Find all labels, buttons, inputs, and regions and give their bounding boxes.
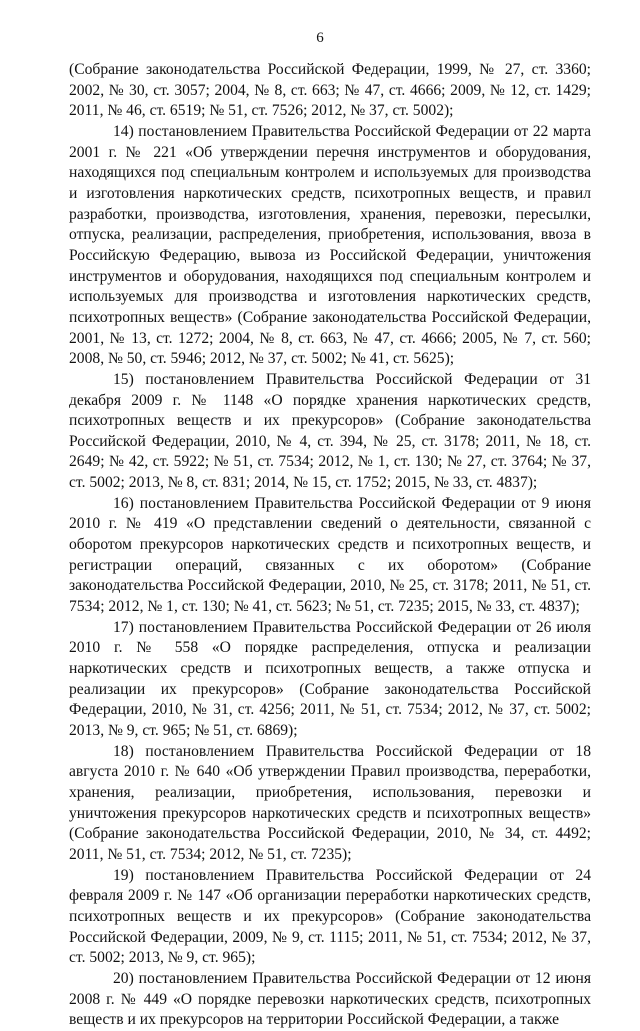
paragraph-continuation: (Собрание законодательства Российской Федерации, 1999, № 27, ст. 3360; 2002, № 30, ст. 3057; 2004, № 8, ст. 663; № 47, ст. 4666; 2009, № 12, ст. 1429; 2011, № 46, ст. 6519; № 51, ст. 7526; 2012, № 37, ст. 5002); bbox=[69, 61, 591, 120]
paragraph-item-19: 19) постановлением Правительства Российской Федерации от 24 февраля 2009 г. № 147 «Об организации переработки наркотических средств, психотропных веществ и их прекурсоров» (Собрание законодательства Российской Федерации, 2009, № 9, ст. 1115; 2011, № 51, ст. 7534; 2012, № 37, ст. 5002; 2013, № 9, ст. 965); bbox=[69, 866, 591, 967]
paragraph-item-15: 15) постановлением Правительства Российской Федерации от 31 декабря 2009 г. № 1148 «О порядке хранения наркотических средств, психотропных веществ и их прекурсоров» (Собрание законодательства Российской Федерации, 2010, № 4, ст. 394, № 25, ст. 3178; 2011, № 18, ст. 2649; № 42, ст. 5922; № 51, ст. 7534; 2012, № 1, ст. 130; № 27, ст. 3764; № 37, ст. 5002; 2013, № 8, ст. 831; 2014, № 15, ст. 1752; 2015, № 33, ст. 4837); bbox=[69, 370, 591, 492]
page-number: 6 bbox=[316, 30, 324, 46]
paragraph-item-17: 17) постановлением Правительства Российской Федерации от 26 июля 2010 г. № 558 «О порядке распределения, отпуска и реализации наркотических средств и психотропных веществ, а также отпуска и реализации их прекурсоров» (Собрание законодательства Российской Федерации, 2010, № 31, ст. 4256; 2011, № 51, ст. 7534; 2012, № 37, ст. 5002; 2013, № 9, ст. 965; № 51, ст. 6869); bbox=[69, 618, 591, 739]
paragraph-item-16: 16) постановлением Правительства Российской Федерации от 9 июня 2010 г. № 419 «О представлении сведений о деятельности, связанной с оборотом прекурсоров наркотических средств и психотропных веществ, и регистрации операций, связанных с их оборотом» (Собрание законодательства Российской Федерации, 2010, № 25, ст. 3178; 2011, № 51, ст. 7534; 2012, № 1, ст. 130; № 41, ст. 5623; № 51, ст. 7235; 2015, № 33, ст. 4837); bbox=[69, 494, 591, 616]
paragraph-item-18: 18) постановлением Правительства Российской Федерации от 18 августа 2010 г. № 640 «Об утверждении Правил производства, переработки, хранения, реализации, приобретения, использования, перевозки и уничтожения прекурсоров наркотических средств и психотропных веществ» (Собрание законодательства Российской Федерации, 2010, № 34, ст. 4492; 2011, № 51, ст. 7534; 2012, № 51, ст. 7235); bbox=[69, 742, 591, 863]
paragraph-item-14: 14) постановлением Правительства Российской Федерации от 22 марта 2001 г. № 221 «Об утверждении перечня инструментов и оборудования, находящихся под специальным контролем и используемых для производства и изготовления наркотических средств, психотропных веществ, и правил разработки, производства, изготовления, хранения, перевозки, пересылки, отпуска, реализации, распределения, приобретения, использования, ввоза в Российскую Федерацию, вывоза из Российской Федерации, уничтожения инструментов и оборудования, находящихся под специальным контролем и используемых для производства и изготовления наркотических средств, психотропных веществ» (Собрание законодательства Российской Федерации, 2001, № 13, ст. 1272; 2004, № 8, ст. 663, № 47, ст. 4666; 2005, № 7, ст. 560; 2008, № 50, ст. 5946; 2012, № 37, ст. 5002; № 41, ст. 5625); bbox=[69, 122, 591, 368]
document-body bbox=[69, 60, 591, 1031]
paragraph-item-20: 20) постановлением Правительства Российской Федерации от 12 июня 2008 г. № 449 «О порядке перевозки наркотических средств, психотропных веществ и их прекурсоров на территории Российской Федерации, а также bbox=[69, 969, 591, 1029]
